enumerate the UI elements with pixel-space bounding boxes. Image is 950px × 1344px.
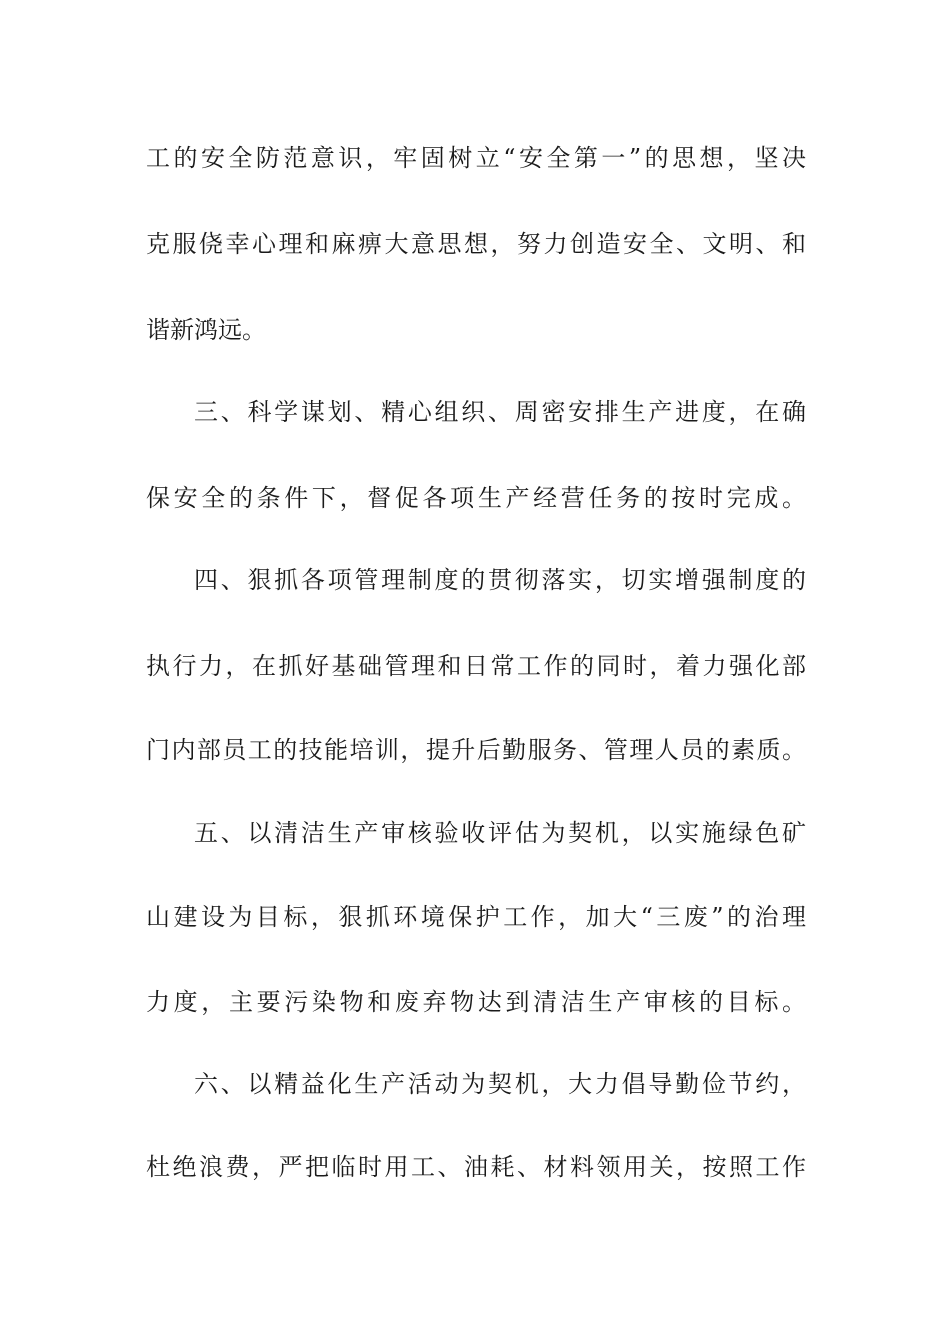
text-line: 工的安全防范意识，牢固树立“安全第一”的思想，坚决 <box>146 144 806 172</box>
text-line: 力度，主要污染物和废弃物达到清洁生产审核的目标。 <box>146 988 806 1016</box>
text-line: 谐新鸿远。 <box>146 316 266 344</box>
paragraph-first-line: 三、科学谋划、精心组织、周密安排生产进度，在确 <box>194 398 806 426</box>
text-line: 克服侥幸心理和麻痹大意思想，努力创造安全、文明、和 <box>146 230 806 258</box>
paragraph-first-line: 六、以精益化生产活动为契机，大力倡导勤俭节约， <box>194 1070 806 1098</box>
text-line: 山建设为目标，狠抓环境保护工作，加大“三废”的治理 <box>146 903 806 931</box>
text-line: 保安全的条件下，督促各项生产经营任务的按时完成。 <box>146 484 806 512</box>
paragraph-first-line: 四、狠抓各项管理制度的贯彻落实，切实增强制度的 <box>194 566 806 594</box>
paragraph-first-line: 五、以清洁生产审核验收评估为契机，以实施绿色矿 <box>194 819 806 847</box>
text-line: 门内部员工的技能培训，提升后勤服务、管理人员的素质。 <box>146 736 806 764</box>
text-line: 杜绝浪费，严把临时用工、油耗、材料领用关，按照工作 <box>146 1153 806 1181</box>
text-line: 执行力，在抓好基础管理和日常工作的同时，着力强化部 <box>146 652 806 680</box>
